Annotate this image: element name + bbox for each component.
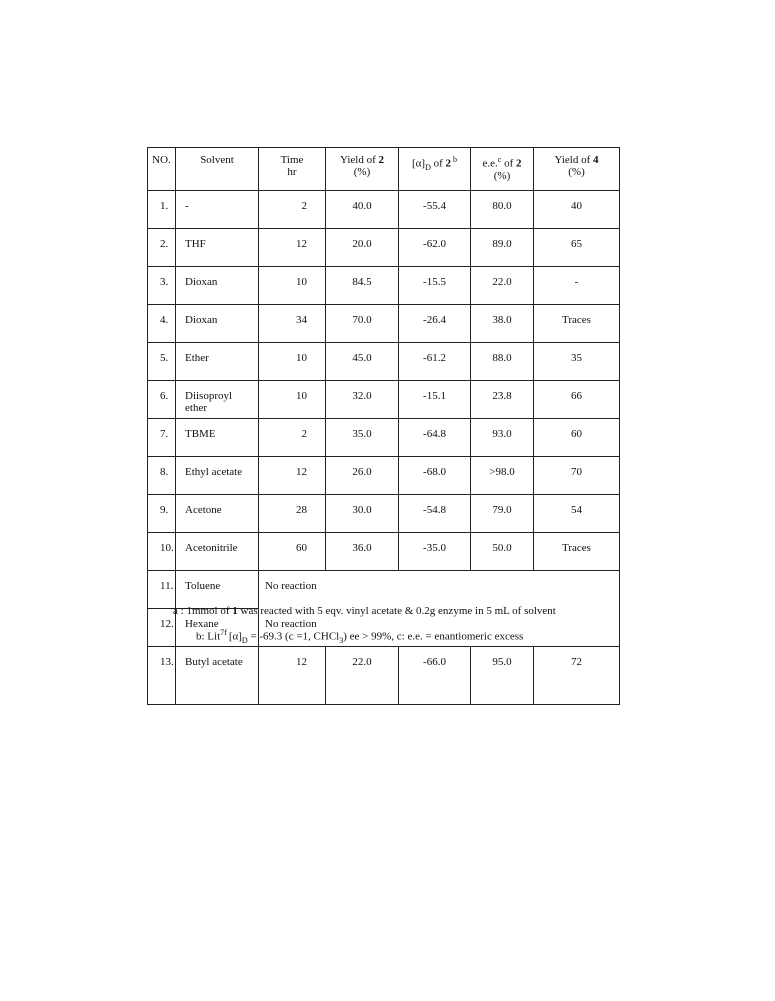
- cell-alpha-d: -62.0: [399, 229, 471, 267]
- cell-result: No reaction: [259, 571, 620, 609]
- cell-solvent: [176, 381, 259, 419]
- cell-solvent: Dioxan: [176, 305, 259, 343]
- cell-no: 1.: [148, 191, 176, 229]
- cell-alpha-d: -15.1: [399, 381, 471, 419]
- cell-no: 9.: [148, 495, 176, 533]
- table-row: [148, 381, 620, 419]
- cell-time: 12: [259, 229, 326, 267]
- cell-ee: 89.0: [471, 229, 534, 267]
- footnote-b-c: b: Lit$^{7f}$ $[\alpha]_D = -69.3$ (c =1, CHCl$_3$) ee > 99%, c: e.e. = enantiomeric excess: [196, 628, 524, 645]
- header-no: NO.: [148, 148, 176, 191]
- table-row: [148, 191, 620, 229]
- cell-ee: 22.0: [471, 267, 534, 305]
- cell-solvent: -: [176, 191, 259, 229]
- cell-no: 13.: [148, 647, 176, 705]
- cell-yield-4: 40: [534, 191, 620, 229]
- cell-no: 4.: [148, 305, 176, 343]
- cell-ee: 80.0: [471, 191, 534, 229]
- cell-time: 12: [259, 647, 326, 705]
- table-row: [148, 419, 620, 457]
- cell-time: 10: [259, 381, 326, 419]
- solvent-screening-table: [147, 147, 620, 705]
- cell-solvent: THF: [176, 229, 259, 267]
- header-time: Time hr: [259, 148, 326, 191]
- cell-ee: 79.0: [471, 495, 534, 533]
- cell-solvent: TBME: [176, 419, 259, 457]
- cell-ee: 23.8: [471, 381, 534, 419]
- cell-ee: >98.0: [471, 457, 534, 495]
- table-row: [148, 267, 620, 305]
- cell-time: 10: [259, 267, 326, 305]
- cell-yield-4: 35: [534, 343, 620, 381]
- table-row: [148, 533, 620, 571]
- cell-no: 2.: [148, 229, 176, 267]
- header-ee: e.e.$^c$ of 2 (%): [471, 148, 534, 191]
- table-row: [148, 495, 620, 533]
- cell-yield-2: 45.0: [326, 343, 399, 381]
- cell-solvent: Acetone: [176, 495, 259, 533]
- cell-time: 10: [259, 343, 326, 381]
- cell-solvent: Butyl acetate: [176, 647, 259, 705]
- cell-yield-4: 54: [534, 495, 620, 533]
- cell-time: 34: [259, 305, 326, 343]
- cell-solvent: Hexane: [176, 609, 259, 647]
- cell-yield-2: 20.0: [326, 229, 399, 267]
- cell-no: 3.: [148, 267, 176, 305]
- cell-yield-4: -: [534, 267, 620, 305]
- cell-solvent: Acetonitrile: [176, 533, 259, 571]
- table-row: [148, 571, 620, 609]
- cell-yield-4: 70: [534, 457, 620, 495]
- cell-yield-4: 66: [534, 381, 620, 419]
- cell-yield-4: Traces: [534, 533, 620, 571]
- cell-yield-4: Traces: [534, 305, 620, 343]
- cell-yield-2: 26.0: [326, 457, 399, 495]
- cell-yield-4: 65: [534, 229, 620, 267]
- cell-ee: 50.0: [471, 533, 534, 571]
- cell-alpha-d: -55.4: [399, 191, 471, 229]
- cell-ee: 38.0: [471, 305, 534, 343]
- cell-alpha-d: -15.5: [399, 267, 471, 305]
- cell-alpha-d: -26.4: [399, 305, 471, 343]
- cell-no: 7.: [148, 419, 176, 457]
- cell-yield-2: 70.0: [326, 305, 399, 343]
- footnote-a: a : 1mmol of 1 was reacted with 5 eqv. vinyl acetate & 0.2g enzyme in 5 mL of solvent: [173, 605, 556, 617]
- cell-alpha-d: -68.0: [399, 457, 471, 495]
- cell-yield-4: 60: [534, 419, 620, 457]
- cell-alpha-d: -66.0: [399, 647, 471, 705]
- cell-yield-2: 36.0: [326, 533, 399, 571]
- cell-time: 2: [259, 419, 326, 457]
- cell-time: 12: [259, 457, 326, 495]
- cell-solvent: Dioxan: [176, 267, 259, 305]
- cell-time: 2: [259, 191, 326, 229]
- solvent-line-1: Diisoproyl: [185, 390, 233, 402]
- header-row: [148, 148, 620, 191]
- header-solvent: Solvent: [176, 148, 259, 191]
- cell-yield-2: 32.0: [326, 381, 399, 419]
- cell-result: No reaction: [259, 609, 620, 647]
- cell-ee: 93.0: [471, 419, 534, 457]
- cell-solvent: Toluene: [176, 571, 259, 609]
- cell-time: 60: [259, 533, 326, 571]
- header-yield-2: Yield of 2 (%): [326, 148, 399, 191]
- cell-solvent: Ether: [176, 343, 259, 381]
- cell-yield-2: 30.0: [326, 495, 399, 533]
- table-row: [148, 229, 620, 267]
- table-row: [148, 647, 620, 705]
- cell-alpha-d: -54.8: [399, 495, 471, 533]
- cell-ee: 88.0: [471, 343, 534, 381]
- cell-no: 12.: [148, 609, 176, 647]
- table-row: [148, 343, 620, 381]
- cell-yield-4: 72: [534, 647, 620, 705]
- header-yield-4: Yield of 4 (%): [534, 148, 620, 191]
- cell-alpha-d: -61.2: [399, 343, 471, 381]
- cell-yield-2: 84.5: [326, 267, 399, 305]
- cell-no: 8.: [148, 457, 176, 495]
- solvent-line-2: ether: [185, 402, 207, 414]
- header-alpha-d: $[\alpha]_D$ of 2 $^b$: [399, 148, 471, 191]
- cell-yield-2: 40.0: [326, 191, 399, 229]
- cell-no: 5.: [148, 343, 176, 381]
- cell-time: 28: [259, 495, 326, 533]
- cell-alpha-d: -64.8: [399, 419, 471, 457]
- cell-yield-2: 35.0: [326, 419, 399, 457]
- table-row: [148, 305, 620, 343]
- cell-no: 6.: [148, 381, 176, 419]
- cell-no: 11.: [148, 571, 176, 609]
- cell-alpha-d: -35.0: [399, 533, 471, 571]
- table-row: [148, 457, 620, 495]
- cell-ee: 95.0: [471, 647, 534, 705]
- cell-yield-2: 22.0: [326, 647, 399, 705]
- cell-solvent: Ethyl acetate: [176, 457, 259, 495]
- cell-no: 10.: [148, 533, 176, 571]
